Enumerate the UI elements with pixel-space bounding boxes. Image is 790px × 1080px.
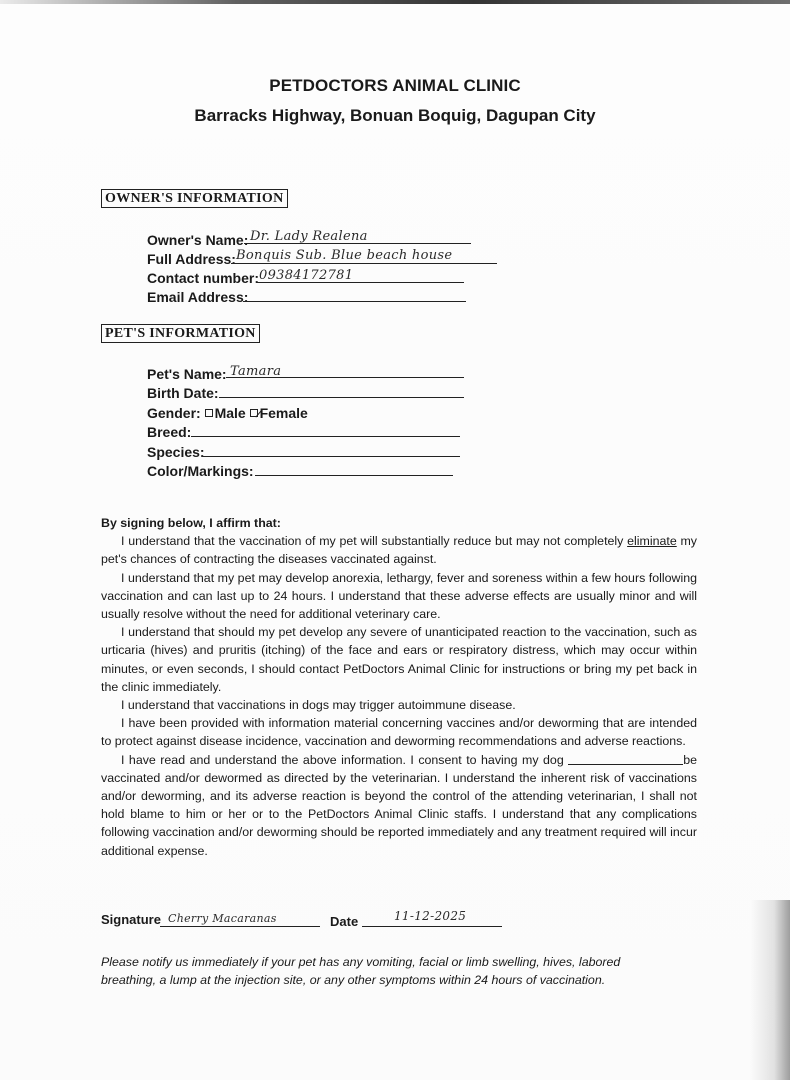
full-address-field[interactable] xyxy=(231,263,497,264)
male-option-label: Male xyxy=(214,405,246,421)
pet-name-value: Tamara xyxy=(230,364,282,379)
contact-number-value: 09384172781 xyxy=(259,268,354,283)
affirmation-lead: By signing below, I affirm that: xyxy=(101,516,281,530)
affirmation-paragraph-6 xyxy=(101,751,697,860)
clinic-name: PETDOCTORS ANIMAL CLINIC xyxy=(269,76,521,95)
full-address-label: Full Address: xyxy=(147,251,236,267)
birth-date-field[interactable] xyxy=(219,397,464,398)
full-address-value: Bonquis Sub. Blue beach house xyxy=(236,248,453,263)
affirmation-p6-text: I have read and understand the above information. I consent to having my dog xyxy=(121,752,569,767)
owner-name-label: Owner's Name: xyxy=(147,232,249,248)
breed-label: Breed: xyxy=(147,424,192,440)
pet-name-label: Pet's Name: xyxy=(147,366,227,382)
dog-name-blank-field[interactable] xyxy=(568,753,683,765)
owner-name-value: Dr. Lady Realena xyxy=(250,229,368,244)
owner-section-title: OWNER'S INFORMATION xyxy=(101,189,288,208)
color-markings-label: Color/Markings: xyxy=(147,463,254,479)
affirmation-paragraph-3: I understand that should my pet develop any severe of unanticipated reaction to the vaccination, such as urticaria (hives) and pruritis (itching) of the face and ears or respiratory distress, which may occur within minutes, or even seconds, I should contact PetDoctors Animal Clinic for instructions or bring my pet back in the clinic immediately. xyxy=(101,625,697,694)
signature-row xyxy=(101,912,161,927)
species-label: Species: xyxy=(147,444,205,460)
affirmation-paragraph-1 xyxy=(101,532,697,568)
affirmation-paragraph-4: I understand that vaccinations in dogs may trigger autoimmune disease. xyxy=(121,698,516,713)
scan-corner-shadow xyxy=(750,900,790,1080)
signature-value: Cherry Macaranas xyxy=(168,912,277,925)
date-value: 11-12-2025 xyxy=(394,909,467,923)
affirmation-p1-text: I understand that the vaccination of my pet will substantially reduce but may not completely xyxy=(121,534,628,549)
affirmation-p1-text-end: my pet's chances of contracting the diseases vaccinated against. xyxy=(101,534,697,567)
affirmation-paragraph-5: I have been provided with information material concerning vaccines and/or deworming that are intended to protect against disease incidence, vaccination and deworming recommendations and adverse reactions. xyxy=(101,716,697,749)
gender-label: Gender: xyxy=(147,405,201,421)
affirmation-p1-underlined: eliminate xyxy=(627,534,677,549)
email-address-field[interactable] xyxy=(243,301,466,302)
gender-row xyxy=(147,405,308,421)
notice-text: Please notify us immediately if your pet has any vomiting, facial or limb swelling, hives, labored breathing, a lump at the injection site, or any other symptoms within 24 hours of vaccination. xyxy=(101,955,621,987)
birth-date-label: Birth Date: xyxy=(147,385,219,401)
affirmation-text xyxy=(101,514,697,860)
email-address-label: Email Address: xyxy=(147,289,249,305)
color-markings-field[interactable] xyxy=(255,475,453,476)
date-label: Date xyxy=(330,914,359,929)
date-field[interactable] xyxy=(362,926,502,927)
contact-number-label: Contact number: xyxy=(147,270,259,286)
clinic-address: Barracks Highway, Bonuan Boquig, Dagupan City xyxy=(194,106,596,125)
male-checkbox[interactable] xyxy=(205,409,213,417)
affirmation-p6-text-end: be vaccinated and/or dewormed as directed by the veterinarian. I understand the inherent risk of vaccinations and/or deworming, and its adverse reaction is beyond the control of the attending veterinarian, I shall not hold blame to him or her or to the PetDoctors Animal Clinic staffs. I understand that any complications following vaccination and/or deworming should be reported immediately and any treatment required will incur additional expense. xyxy=(101,752,697,858)
female-option-label: Female xyxy=(259,405,308,421)
breed-field[interactable] xyxy=(191,436,460,437)
affirmation-paragraph-2: I understand that my pet may develop anorexia, lethargy, fever and soreness within a few hours following vaccination and can last up to 24 hours. I understand that these adverse effects are usually minor and will usually resolve without the need for additional veterinary care. xyxy=(101,570,697,622)
signature-field[interactable] xyxy=(160,926,320,927)
female-checkbox[interactable] xyxy=(250,409,258,417)
scan-top-edge xyxy=(0,0,790,4)
species-field[interactable] xyxy=(202,456,460,457)
pet-section-title: PET'S INFORMATION xyxy=(101,324,260,343)
signature-label: Signature xyxy=(101,912,161,927)
